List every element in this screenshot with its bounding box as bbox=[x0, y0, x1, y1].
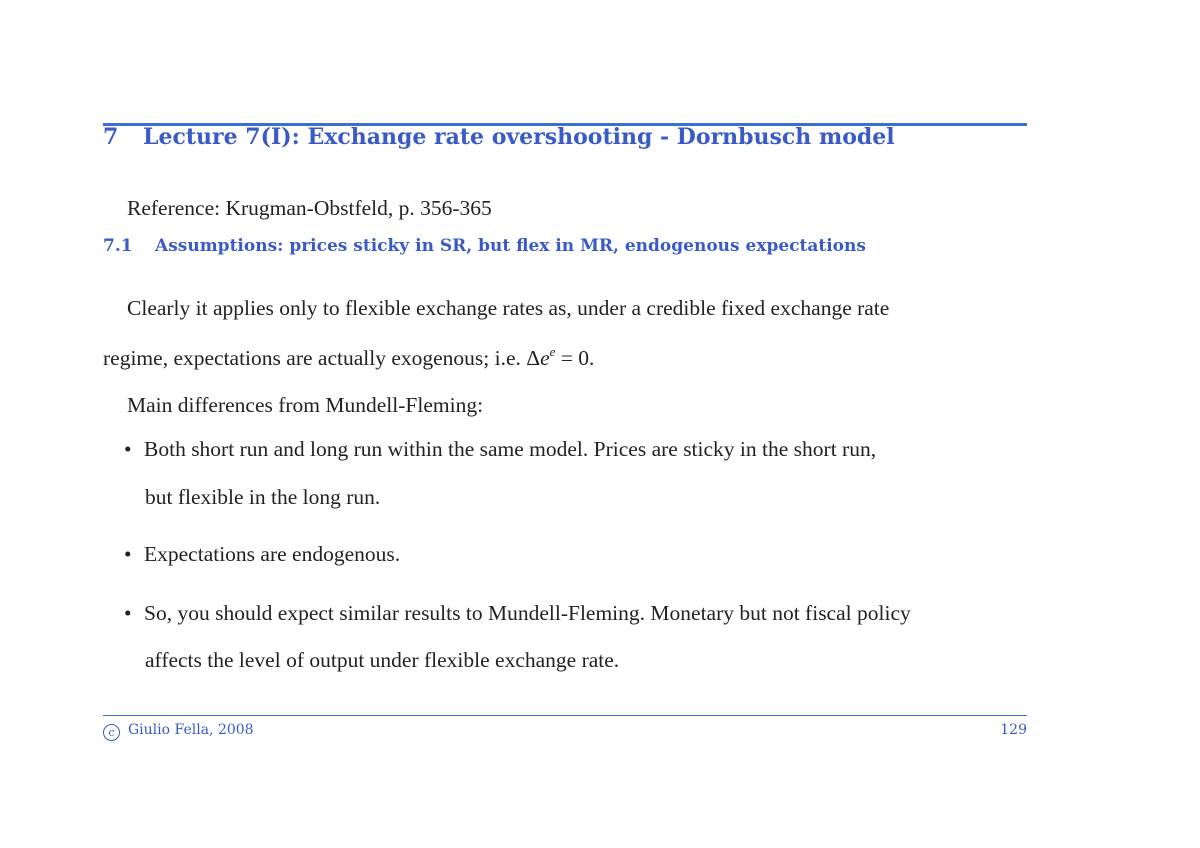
main-differences-text: Main differences from Mundell-Fleming: bbox=[127, 393, 484, 417]
math-delta: Δ bbox=[526, 346, 541, 370]
section-heading bbox=[103, 124, 895, 150]
paragraph-line-2 bbox=[103, 344, 594, 371]
bullet-item-2 bbox=[124, 542, 400, 567]
bullet-marker: • bbox=[124, 542, 132, 566]
math-equals-zero: = 0. bbox=[555, 346, 595, 370]
section-number: 7 bbox=[103, 124, 119, 150]
paragraph-line-2-text: regime, expectations are actually exogenous; i.e. bbox=[103, 346, 527, 370]
bullet-3-line-2: affects the level of output under flexible exchange rate. bbox=[145, 648, 620, 672]
subsection-heading bbox=[103, 236, 866, 256]
paragraph-line-1: Clearly it applies only to flexible exchange rates as, under a credible fixed exchange rate bbox=[127, 296, 890, 320]
bullet-1-line-1: Both short run and long run within the same model. Prices are sticky in the short run, bbox=[144, 437, 877, 461]
subsection-number: 7.1 bbox=[103, 236, 133, 256]
reference-text: Reference: Krugman-Obstfeld, p. 356-365 bbox=[127, 196, 492, 220]
bullet-1-line-2: but flexible in the long run. bbox=[145, 485, 381, 509]
footer-rule bbox=[103, 715, 1027, 716]
math-superscript: e bbox=[549, 344, 556, 359]
footer-copyright bbox=[103, 722, 254, 741]
copyright-icon: c bbox=[103, 724, 120, 741]
footer-author: Giulio Fella, 2008 bbox=[128, 722, 254, 738]
subsection-title: Assumptions: prices sticky in SR, but flex in MR, endogenous expectations bbox=[155, 236, 866, 256]
page-number: 129 bbox=[1000, 722, 1027, 738]
bullet-2-line-1: Expectations are endogenous. bbox=[144, 542, 401, 566]
bullet-marker: • bbox=[124, 437, 132, 461]
math-variable: e bbox=[540, 346, 550, 370]
bullet-marker: • bbox=[124, 601, 132, 625]
bullet-item-3 bbox=[124, 601, 911, 626]
section-title: Lecture 7(I): Exchange rate overshooting - Dornbusch model bbox=[143, 124, 895, 150]
bullet-item-1 bbox=[124, 437, 876, 462]
bullet-3-line-1: So, you should expect similar results to Mundell-Fleming. Monetary but not fiscal policy bbox=[144, 601, 911, 625]
